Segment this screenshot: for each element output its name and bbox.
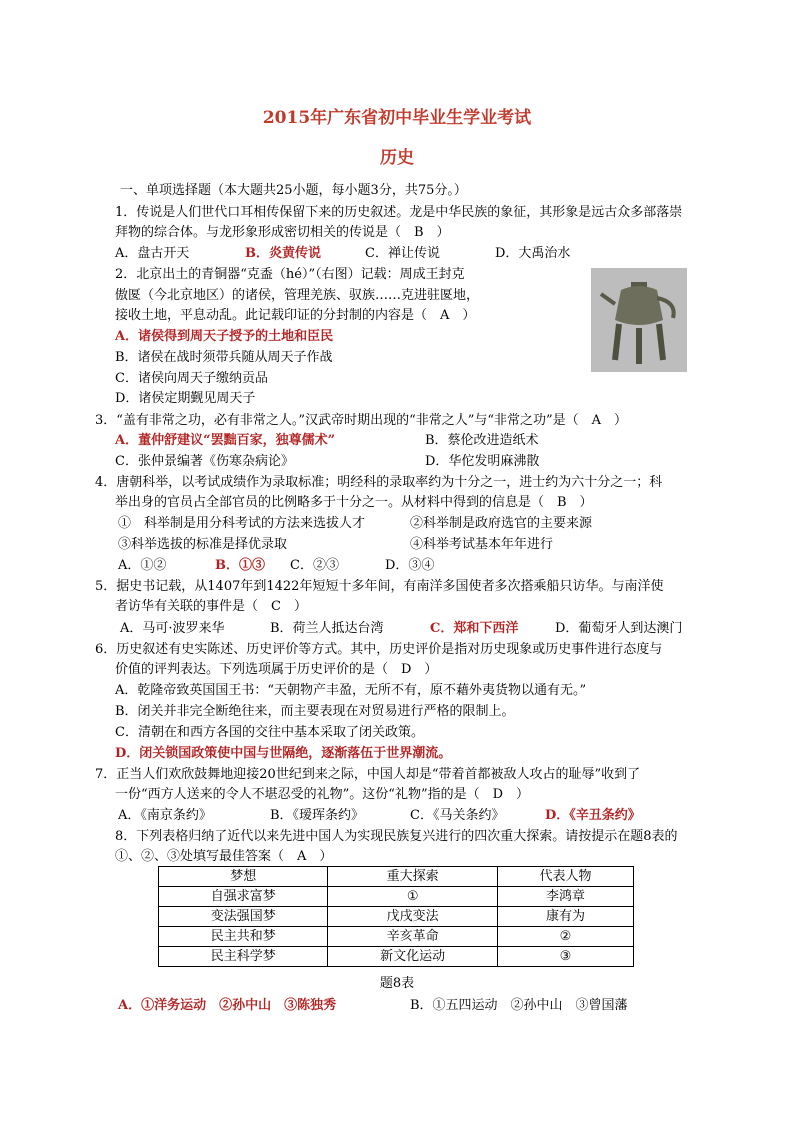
q6-option-a: A．乾隆帝致英国国王书：“天朝物产丰盈，无所不有，原不藉外夷货物以通有无。” [115,683,587,698]
q2-option-d: D．诸侯定期觐见周天子 [115,391,256,406]
q2-line2: 傲匽（今北京地区）的诸侯，管理羌族、驭族……克进驻匽地， [115,288,480,303]
table-cell: 新文化运动 [328,947,497,967]
q5-option-b: B．荷兰人抵达台湾 [270,621,384,636]
table-row [159,927,634,947]
table-cell: ③ [497,947,633,967]
table-cell: ② [497,927,633,947]
q1-line1: 1．传说是人们世代口耳相传保留下来的历史叙述。龙是中华民族的象征，其形象是远古众多部落崇 [115,205,683,220]
q4-line2: 举出身的官员占全部官员的比例略多于十分之一。从材料中得到的信息是（ B ） [115,495,593,510]
q4-option-b: B．①③ [215,558,265,573]
table-row [159,947,634,967]
table-header-row [159,867,634,887]
q1-line2: 拜物的综合体。与龙形象形成密切相关的传说是（ B ） [115,225,450,240]
q7-option-c: C．《马关条约》 [410,808,505,823]
q8-option-b: B．①五四运动 ②孙中山 ③曾国藩 [410,998,628,1013]
q4-option-c: C．②③ [290,558,339,573]
q4-statement-4: ④科举考试基本年年进行 [410,537,554,552]
section-heading: 一、单项选择题（本大题共25小题，每小题3分，共75分。） [120,183,467,198]
q4-statement-1: ① 科举制是用分科考试的方法来选拔人才 [118,516,366,531]
q2-option-a: A．诸侯得到周天子授予的土地和臣民 [115,329,334,344]
q7-option-a: A．《南京条约》 [118,808,212,823]
table-header: 重大探索 [328,867,497,887]
q4-statement-2: ②科举制是政府选官的主要来源 [410,516,593,531]
q6-option-b: B．闭关并非完全断绝往来，而主要表现在对贸易进行严格的限制上。 [115,704,515,719]
table-cell: 李鸿章 [497,887,633,907]
q5-line2: 者访华有关联的事件是（ C ） [115,599,307,614]
table-cell: 自强求富梦 [159,887,328,907]
table-cell: 变法强国梦 [159,907,328,927]
q1-option-b: B．炎黄传说 [245,246,321,261]
table-caption: 题8表 [379,976,415,991]
q7-option-d: D．《辛丑条约》 [545,808,641,823]
table-cell: 康有为 [497,907,633,927]
table-cell: 民主科学梦 [159,947,328,967]
table-row [159,887,634,907]
table-cell: 戊戌变法 [328,907,497,927]
q5-option-a: A．马可·波罗来华 [120,621,225,636]
q7-line1: 7．正当人们欢欣鼓舞地迎接20世纪到来之际，中国人却是“带着首都被敌人攻占的耻辱”收到了 [95,767,641,782]
q4-option-a: A．①② [118,558,167,573]
q5-option-c: C．郑和下西洋 [430,621,519,636]
q6-line2: 价值的评判表达。下列选项属于历史评价的是（ D ） [115,662,438,677]
bronze-vessel-icon [591,268,687,372]
subject-title: 历史 [380,148,414,168]
q2-option-b: B．诸侯在战时须带兵随从周天子作战 [115,350,333,365]
q1-option-d: D．大禹治水 [495,246,571,261]
q8-line1: 8．下列表格归纳了近代以来先进中国人为实现民族复兴进行的四次重大探索。请按提示在题8表的 [115,829,678,844]
table-cell: ① [328,887,497,907]
q2-line1: 2．北京出土的青铜器“克盉（hé）”（右图）记载：周成王封克 [115,267,465,282]
q3-option-c: C．张仲景编著《伤寒杂病论》 [115,454,294,469]
q3-option-b: B．蔡伦改进造纸术 [425,433,539,448]
q5-option-d: D．葡萄牙人到达澳门 [555,621,683,636]
q4-option-d: D．③④ [385,558,435,573]
q3-option-d: D．华佗发明麻沸散 [425,454,540,469]
q1-option-c: C．禅让传说 [365,246,440,261]
q6-option-c: C．清朝在和西方各国的交往中基本采取了闭关政策。 [115,725,424,740]
q7-option-b: B．《瑷珲条约》 [270,808,365,823]
q3-option-a: A．董仲舒建议“罢黜百家，独尊儒术” [115,433,336,448]
q2-line3: 接收土地，平息动乱。此记载印证的分封制的内容是（ A ） [115,308,476,323]
table-header: 代表人物 [497,867,633,887]
q6-line1: 6．历史叙述有史实陈述、历史评价等方式。其中，历史评价是指对历史现象或历史事件进行态度与 [95,642,663,657]
table-cell: 民主共和梦 [159,927,328,947]
q4-line1: 4．唐朝科举，以考试成绩作为录取标准；明经科的录取率约为十分之一，进士约为六十分之一；科 [95,475,663,490]
q2-option-c: C．诸侯向周天子缴纳贡品 [115,371,268,386]
q3-line1: 3．“盖有非常之功，必有非常之人。”汉武帝时期出现的“非常之人”与“非常之功”是（ A ） [95,413,628,428]
q8-option-a: A．①洋务运动 ②孙中山 ③陈独秀 [118,998,337,1013]
table-row [159,907,634,927]
q6-option-d: D．闭关锁国政策使中国与世隔绝，逐渐落伍于世界潮流。 [115,746,452,761]
bronze-vessel-image [591,268,687,372]
q1-option-a: A．盘古开天 [115,246,190,261]
q4-statement-3: ③科举选拔的标准是择优录取 [118,537,288,552]
q5-line1: 5．据史书记载，从1407年到1422年短短十多年间，有南洋多国使者多次搭乘船只访华。与南洋使 [95,579,664,594]
exam-title: 2015年广东省初中毕业生学业考试 [262,108,532,128]
q8-table [158,866,634,967]
q7-line2: 一份“西方人送来的令人不堪忍受的礼物”。这份“礼物”指的是（ D ） [115,787,530,802]
table-header: 梦想 [159,867,328,887]
table-cell: 辛亥革命 [328,927,497,947]
q8-line2: ①、②、③处填写最佳答案（ A ） [115,849,333,864]
